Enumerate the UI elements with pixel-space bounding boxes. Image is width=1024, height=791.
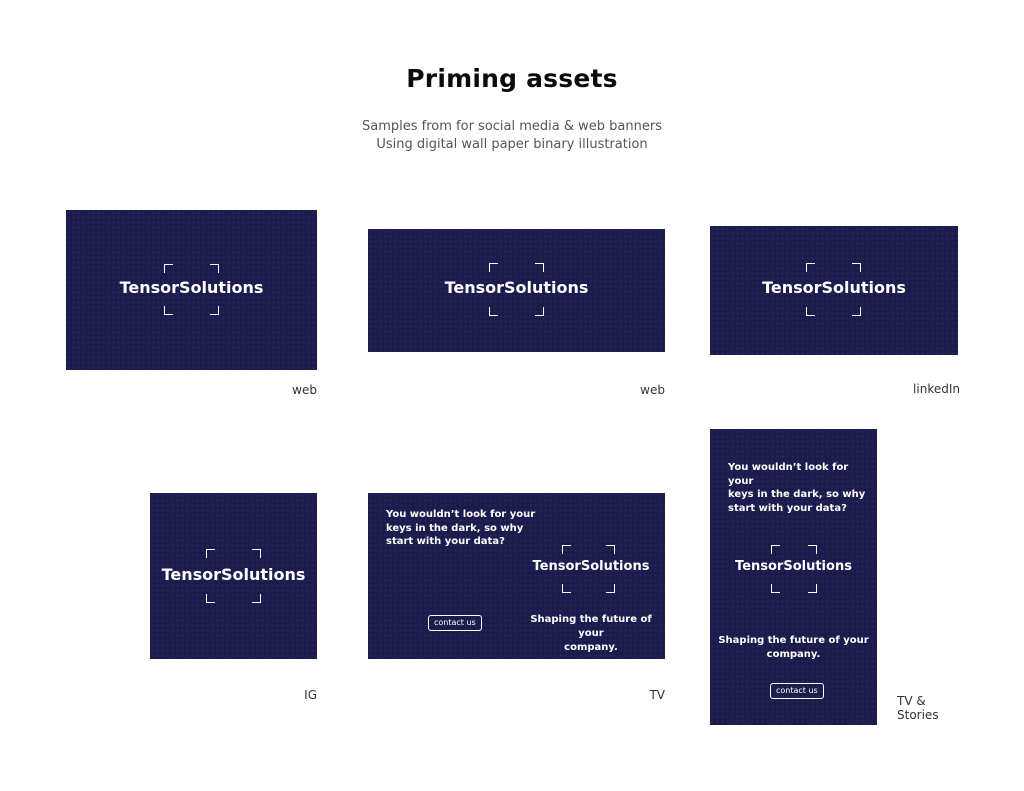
logo-bracket-bottom-left-icon	[164, 306, 173, 315]
brand-logo	[710, 263, 958, 319]
logo-bracket-top-left-icon	[771, 545, 780, 554]
logo-bracket-top-left-icon	[806, 263, 815, 272]
logo-bracket-top-right-icon	[852, 263, 861, 272]
contact-us-button[interactable]: contact us	[770, 683, 824, 699]
ig-banner	[150, 493, 317, 659]
logo-bracket-bottom-right-icon	[808, 584, 817, 593]
logo-bracket-bottom-left-icon	[206, 594, 215, 603]
brand-logo	[526, 545, 656, 595]
logo-bracket-bottom-right-icon	[535, 307, 544, 316]
logo-bracket-bottom-left-icon	[562, 584, 571, 593]
tagline	[516, 613, 665, 655]
headline	[728, 461, 873, 515]
headline-line: You wouldn’t look for your	[386, 509, 536, 520]
logo-bracket-top-right-icon	[606, 545, 615, 554]
brand-logo	[66, 262, 317, 318]
brand-name: TensorSolutions	[119, 278, 264, 297]
brand-logo	[368, 263, 665, 319]
logo-bracket-top-left-icon	[164, 264, 173, 273]
tagline-line: Shaping the future of your	[530, 614, 652, 639]
logo-bracket-bottom-right-icon	[852, 307, 861, 316]
logo-bracket-top-right-icon	[210, 264, 219, 273]
logo-bracket-top-left-icon	[562, 545, 571, 554]
headline	[386, 508, 536, 549]
brand-name: TensorSolutions	[735, 559, 852, 574]
page-title: Priming assets	[406, 64, 618, 93]
logo-bracket-bottom-right-icon	[210, 306, 219, 315]
web-banner-2	[368, 229, 665, 352]
caption-tv-stories	[897, 694, 957, 722]
logo-bracket-bottom-left-icon	[771, 584, 780, 593]
page-subtitle-line-1: Samples from for social media & web banners	[362, 119, 662, 134]
logo-bracket-bottom-left-icon	[806, 307, 815, 316]
stories-banner	[710, 429, 877, 725]
brand-name: TensorSolutions	[762, 278, 906, 297]
caption-web-2: web	[640, 383, 665, 397]
logo-bracket-bottom-left-icon	[489, 307, 498, 316]
logo-bracket-bottom-right-icon	[252, 594, 261, 603]
logo-bracket-top-right-icon	[252, 549, 261, 558]
brand-logo	[150, 549, 317, 605]
logo-bracket-bottom-right-icon	[606, 584, 615, 593]
brand-logo	[728, 545, 859, 595]
headline-line: keys in the dark, so why	[728, 489, 866, 500]
linkedin-banner	[710, 226, 958, 355]
brand-name: TensorSolutions	[444, 278, 589, 297]
caption-linkedin: linkedIn	[913, 382, 960, 396]
caption-tv-stories-line-2: Stories	[897, 708, 939, 722]
tagline-line: company.	[564, 642, 618, 653]
headline-line: start with your data?	[728, 502, 847, 514]
caption-tv-stories-line-1: TV &	[897, 694, 926, 708]
tagline-line: company.	[766, 649, 821, 660]
caption-ig: IG	[304, 688, 317, 702]
logo-bracket-top-right-icon	[808, 545, 817, 554]
contact-us-button[interactable]: contact us	[428, 615, 482, 631]
page-subtitle-line-2: Using digital wall paper binary illustration	[376, 137, 648, 152]
headline-line: You wouldn’t look for your	[728, 462, 849, 487]
logo-bracket-top-right-icon	[535, 263, 544, 272]
tagline-line: Shaping the future of your	[718, 635, 869, 646]
web-banner-1	[66, 210, 317, 370]
headline-line: keys in the dark, so why	[386, 522, 524, 534]
headline-line: start with your data?	[386, 536, 505, 547]
caption-web-1: web	[292, 383, 317, 397]
caption-tv: TV	[649, 688, 665, 702]
tagline	[718, 634, 869, 662]
logo-bracket-top-left-icon	[489, 263, 498, 272]
tv-banner	[368, 493, 665, 659]
brand-name: TensorSolutions	[161, 565, 306, 584]
logo-bracket-top-left-icon	[206, 549, 215, 558]
brand-name: TensorSolutions	[532, 559, 650, 574]
